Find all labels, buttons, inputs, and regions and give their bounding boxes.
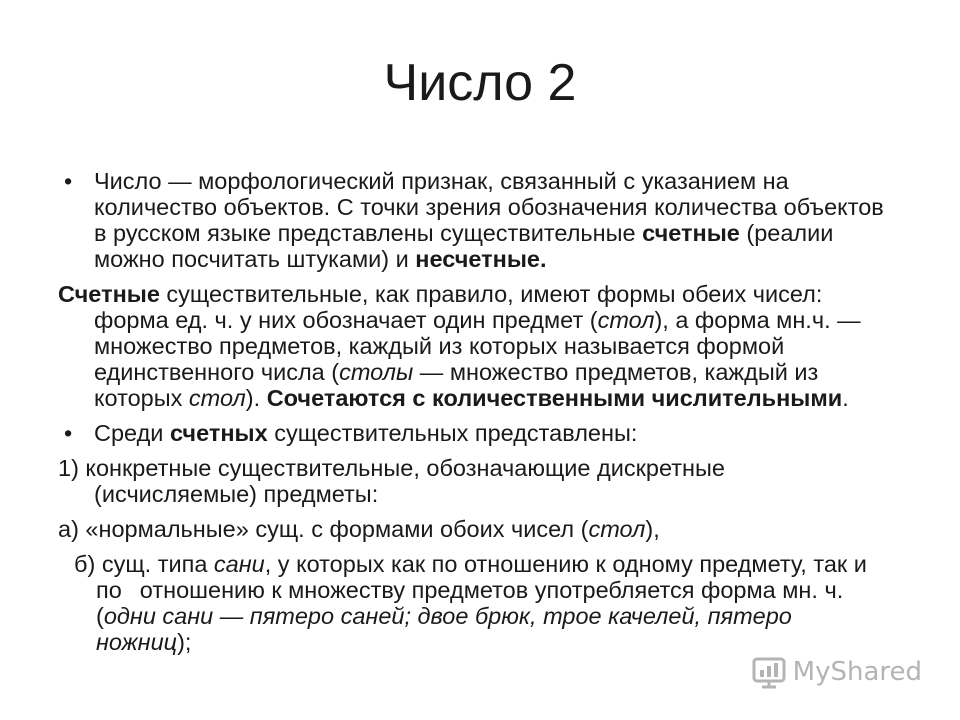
bullet-marker: • [64,168,73,194]
text-run: отношению к множеству предметов употребляется форма мн. ч. ( [96,577,844,629]
bold-term-countable: счетных [169,420,268,446]
text-run: Число — морфологический признак, связанный с указанием на количество объектов. С точки зрения обозначения количества объектов в русском языке представлены существительные [94,168,884,246]
paragraph-countable-nouns [58,281,888,411]
text-run: , у которых как по отношению к одному предмету, так и по [96,551,867,603]
paragraph-concrete-nouns [58,455,888,507]
bold-term-countable: счетные [642,220,740,246]
bullet-marker: • [64,420,73,446]
text-run: ), [645,516,660,542]
paragraph-sani-nouns [58,551,888,655]
text-run: ), а форма мн.ч. — множество предметов, каждый из которых называется формой единственного числа ( [94,307,861,385]
text-run: 1) конкретные существительные, обозначающие дискретные (исчисляемые) предметы: [58,455,725,507]
italic-example: стол [597,307,655,333]
bold-phrase-numerals: Сочетаются с количественными числительными [266,385,843,411]
paragraph-among-countable [58,420,888,446]
watermark-logo [751,654,922,690]
presentation-icon [751,654,787,690]
text-run: . [842,385,849,411]
text-run: а) «нормальные» сущ. с формами обоих чисел ( [58,516,589,542]
italic-example: сани [213,551,265,577]
text-run: ); [177,629,192,655]
italic-example: стол [188,385,246,411]
bold-term-countable: Счетные [58,281,160,307]
paragraph-number-definition [58,168,888,272]
slide-content [58,168,888,664]
italic-example: стол [588,516,646,542]
bold-term-uncountable: несчетные. [415,246,547,272]
italic-example: столы [339,359,414,385]
paragraph-normal-nouns [58,516,888,542]
slide-title: Число 2 [383,54,577,112]
text-run: (реалии можно посчитать штуками) и [94,220,834,272]
watermark-text: MyShared [792,657,922,687]
text-run: Среди [94,420,170,446]
text-run: существительные, как правило, имеют формы обеих чисел: форма ед. ч. у них обозначает один предмет ( [94,281,823,333]
text-run: б) сущ. типа [74,551,214,577]
text-run: существительных представлены: [267,420,638,446]
text-run: — множество предметов, каждый из которых [94,359,819,411]
text-run: ). [245,385,267,411]
italic-examples: одни сани — пятеро саней; двое брюк, трое качелей, пятеро ножниц [96,603,792,655]
